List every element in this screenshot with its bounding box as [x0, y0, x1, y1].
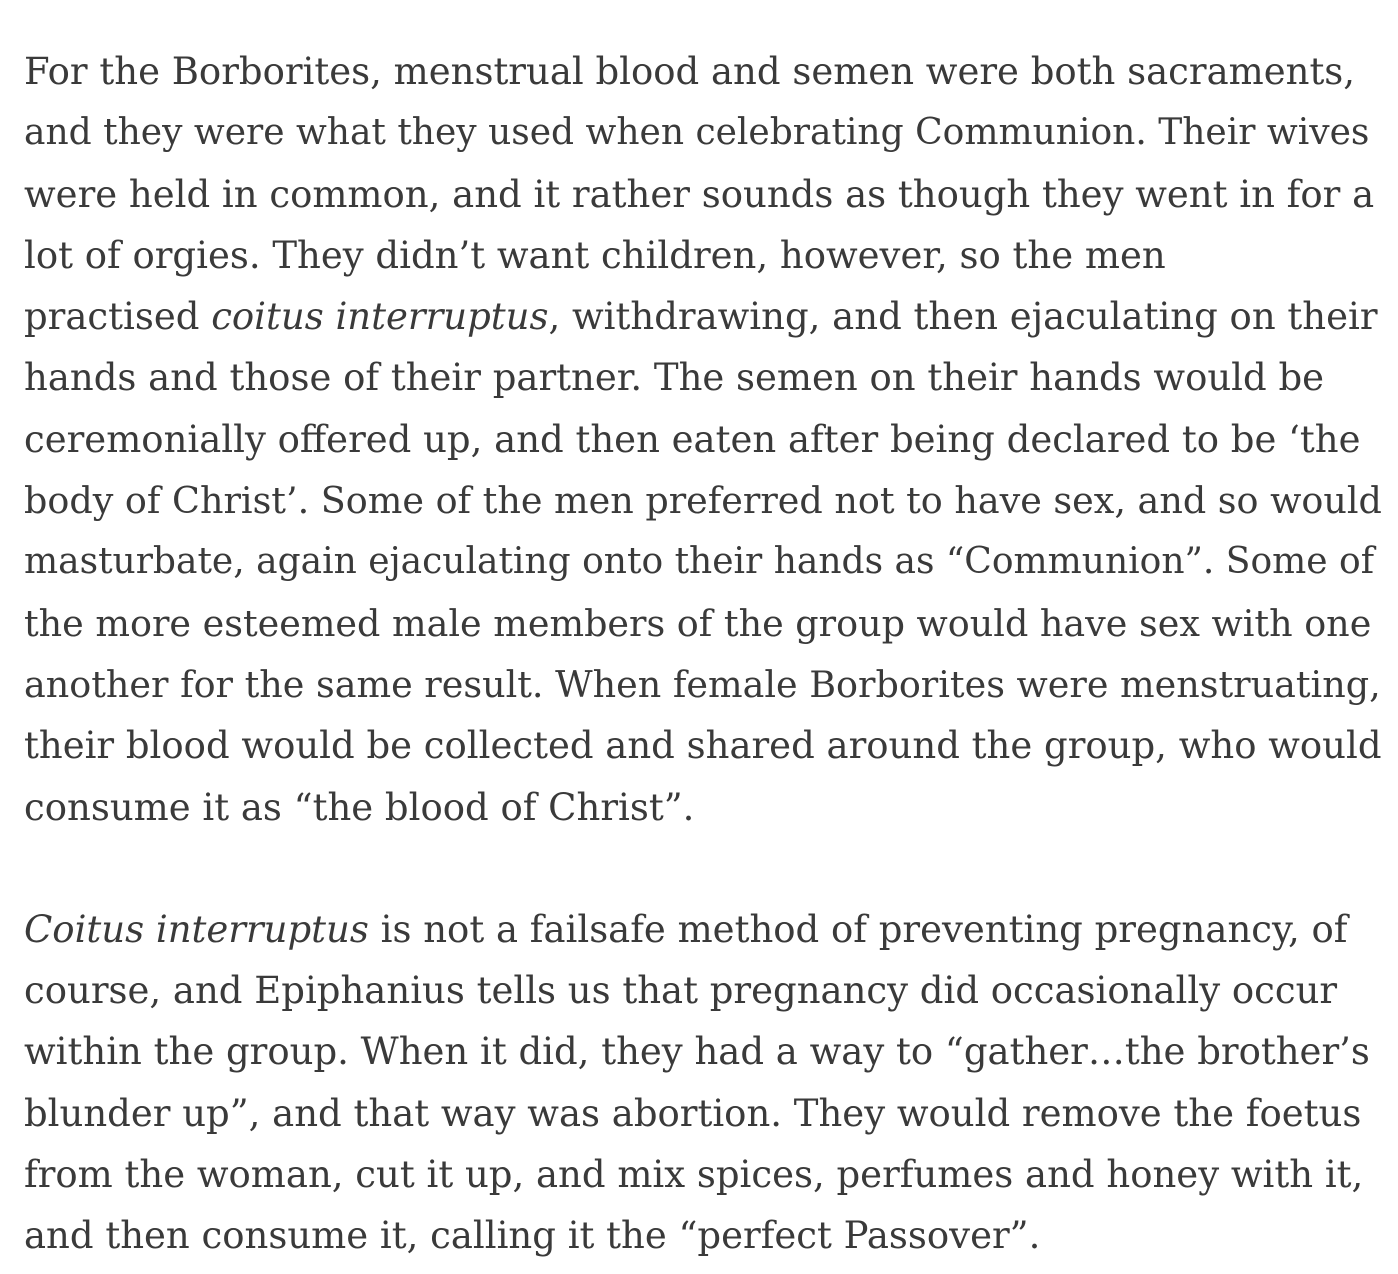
text-line	[24, 164, 1384, 225]
text-line	[24, 777, 1384, 838]
text-line	[24, 225, 1384, 286]
text-run: from the woman, cut it up, and mix spices, perfumes and honey with it,	[24, 1153, 1364, 1197]
text-run: blunder up”, and that way was abortion. They would remove the foetus	[24, 1091, 1362, 1135]
text-run: For the Borborites, menstrual blood and semen were both sacraments,	[24, 50, 1356, 93]
italic-term: Coitus interruptus	[24, 907, 369, 951]
text-run: consume it as “the blood of Christ”.	[24, 785, 695, 829]
text-run: course, and Epiphanius tells us that pregnancy did occasionally occur	[24, 969, 1338, 1013]
paragraph-borborites-sacraments	[24, 41, 1384, 838]
text-line	[24, 1083, 1384, 1144]
text-line	[24, 347, 1384, 408]
text-run: , withdrawing, and then ejaculating on their	[548, 295, 1378, 339]
text-run: and they were what they used when celebrating Communion. Their wives	[24, 112, 1370, 154]
text-line	[24, 654, 1384, 715]
text-run: another for the same result. When female Borborites were menstruating,	[24, 662, 1381, 706]
text-line	[24, 899, 1384, 960]
text-line	[24, 960, 1384, 1021]
italic-term: coitus interruptus	[211, 295, 549, 339]
text-line	[24, 41, 1384, 102]
text-run: masturbate, again ejaculating onto their hands as “Communion”. Some of	[24, 541, 1375, 583]
text-line	[24, 286, 1384, 347]
text-line	[24, 470, 1384, 531]
text-run: is not a failsafe method of preventing pregnancy, of	[368, 907, 1348, 951]
text-line	[24, 1144, 1384, 1205]
text-line	[24, 531, 1384, 592]
text-line	[24, 409, 1384, 470]
article-body	[24, 41, 1384, 1267]
text-run: the more esteemed male members of the group would have sex with one	[24, 601, 1372, 645]
text-line	[24, 102, 1384, 163]
text-run: body of Christ’. Some of the men preferred not to have sex, and so would	[24, 479, 1382, 523]
paragraph-coitus-interruptus	[24, 899, 1384, 1267]
text-line	[24, 593, 1384, 654]
text-run: within the group. When it did, they had a way to “gather…the brother’s	[24, 1030, 1370, 1074]
text-line	[24, 1021, 1384, 1082]
text-run: ceremonially offered up, and then eaten after being declared to be ‘the	[24, 417, 1361, 461]
text-run: and then consume it, calling it the “perfect Passover”.	[24, 1214, 1041, 1258]
text-line	[24, 1205, 1384, 1266]
text-run: lot of orgies. They didn’t want children, however, so the men	[24, 233, 1166, 277]
text-run: hands and those of their partner. The semen on their hands would be	[24, 356, 1325, 400]
text-run: practised	[24, 295, 212, 339]
text-run: were held in common, and it rather sounds as though they went in for a	[24, 172, 1375, 216]
text-run: their blood would be collected and shared around the group, who would	[24, 724, 1382, 768]
text-line	[24, 715, 1384, 776]
